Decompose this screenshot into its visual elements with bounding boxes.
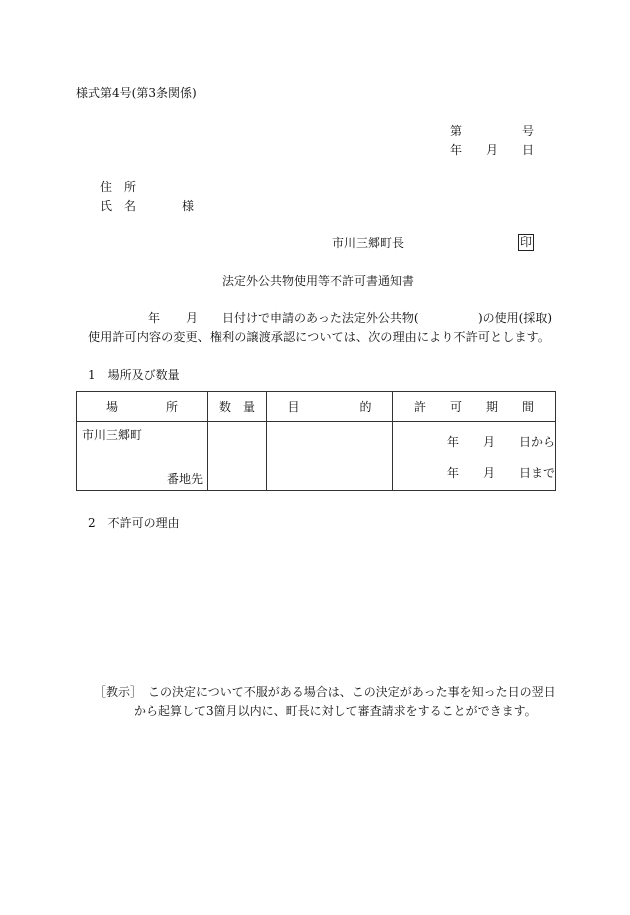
seal-mark — [518, 234, 534, 251]
place-cell — [77, 422, 208, 491]
date-hi: 日 — [522, 143, 535, 157]
notice-line1: この決定について不服がある場合は、この決定があった事を知った日の翌日 — [148, 685, 556, 699]
table-header-row — [77, 392, 556, 422]
date-nen: 年 — [450, 143, 463, 157]
body-line2: 使用許可内容の変更、権利の譲渡承認については、次の理由により不許可とします。 — [88, 330, 550, 344]
section1-heading: 1 場所及び数量 — [88, 368, 180, 382]
period-to-tsuki: 月 — [483, 466, 496, 480]
address-label: 住 所 — [100, 180, 137, 194]
notice-line2: から起算して3箇月以内に、町長に対して審査請求をすることができます。 — [134, 704, 537, 718]
body-line1-text: 日付けで申請のあった法定外公共物( — [222, 311, 419, 325]
header-quantity: 数 量 — [208, 392, 267, 422]
header-place: 場 所 — [77, 392, 208, 422]
body-nen: 年 — [148, 311, 161, 325]
sama-honorific: 様 — [182, 199, 195, 213]
place-town: 市川三郷町 — [82, 428, 143, 442]
header-period: 許 可 期 間 — [393, 392, 556, 422]
purpose-cell — [267, 422, 393, 491]
period-from-nen: 年 — [447, 435, 460, 449]
period-cell — [393, 422, 556, 491]
notice-label: ［教示］ — [94, 685, 143, 699]
period-to-nen: 年 — [447, 466, 460, 480]
period-to-text: 日まで — [519, 466, 556, 480]
date-tsuki: 月 — [486, 143, 499, 157]
table-row — [77, 422, 556, 491]
body-tsuki: 月 — [186, 311, 199, 325]
name-label: 氏 名 — [100, 199, 137, 213]
period-from-tsuki: 月 — [483, 435, 496, 449]
body-line1-tail: )の使用(採取) — [478, 311, 553, 325]
form-id: 様式第4号(第3条関係) — [76, 86, 197, 100]
place-banchi: 番地先 — [167, 472, 204, 486]
period-from-text: 日から — [519, 435, 556, 449]
issuer-title: 市川三郷町長 — [332, 236, 405, 250]
section2-heading: 2 不許可の理由 — [88, 516, 180, 530]
number-go: 号 — [522, 124, 535, 138]
place-quantity-table — [76, 391, 556, 491]
seal-label: 印 — [519, 235, 532, 249]
quantity-cell — [208, 422, 267, 491]
header-purpose: 目 的 — [267, 392, 393, 422]
document-title: 法定外公共物使用等不許可書通知書 — [222, 274, 415, 288]
number-dai: 第 — [450, 124, 463, 138]
